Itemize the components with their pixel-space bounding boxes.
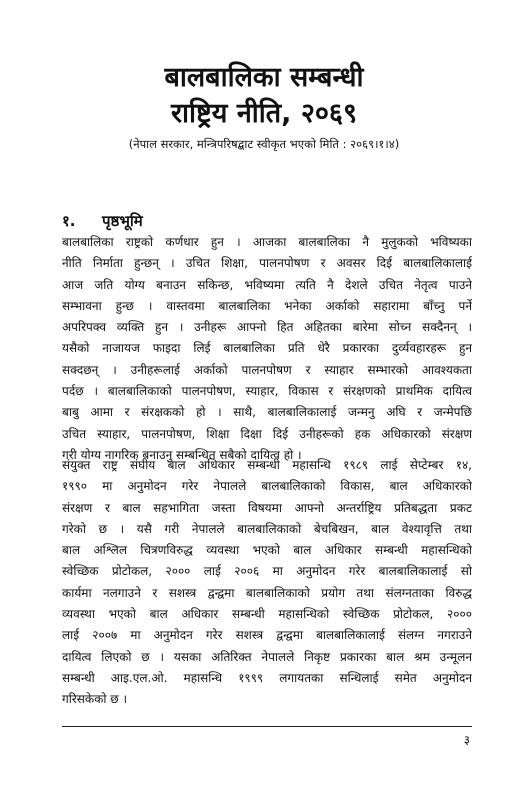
paragraph-line: उचित स्याहार, पालनपोषण, शिक्षा दिक्षा दिई उनीहरूको हक अधिकारको संरक्षण [62, 426, 472, 441]
paragraph-line: संयुक्त राष्ट्र संघीय बाल अधिकार सम्बन्धी महासन्धि १९८९ लाई सेप्टेम्बर १४, [62, 458, 472, 472]
paragraph-line: सम्बन्धी आइ.एल.ओ. महासन्धि १९९९ लगायतका सन्धिलाई समेत अनुमोदन [62, 670, 472, 685]
paragraph-line: लाई २००७ मा अनुमोदन गरेर सशस्त्र द्वन्द्वमा बालबालिकालाई संलग्न नगराउने [62, 628, 472, 643]
paragraph-line: व्यवस्था भएको बाल अधिकार सम्बन्धी महासन्धिको स्वेच्छिक प्रोटोकल, २००० [62, 607, 472, 622]
paragraph-line: १९९० मा अनुमोदन गरेर नेपालले बालबालिकाको विकास, बाल अधिकारको [62, 479, 472, 494]
document-title-line-1: बालबालिका सम्बन्धी [164, 62, 364, 93]
paragraph-line: नीति निर्माता हुन्छन् । उचित शिक्षा, पालनपोषण र अवसर दिई बालबालिकालाई [62, 256, 472, 271]
paragraph-1 [62, 232, 472, 466]
page-number: ३ [463, 733, 470, 747]
paragraph-line: स्वेच्छिक प्रोटोकल, २००० लाई २००६ मा अनुमोदन गरेर बालबालिकालाई सो [62, 564, 472, 579]
document-subtitle: (नेपाल सरकार, मन्त्रिपरिषद्बाट स्वीकृत भएको मिति : २०६९।१।४) [128, 137, 400, 151]
paragraph-line: बाबु आमा र संरक्षकको हो । साथै, बालबालिकालाई जन्मनु अघि र जन्मेपछि [62, 405, 472, 420]
paragraph-line: संरक्षण र बाल सहभागिता जस्ता विषयमा आफ्नो अन्तर्राष्ट्रिय प्रतिबद्धता प्रकट [62, 500, 472, 515]
footer-divider [62, 726, 472, 727]
paragraph-2 [62, 455, 472, 711]
paragraph-line: अपरिपक्व व्यक्ति हुन । उनीहरू आफ्नो हित अहितका बारेमा सोच्न सक्दैनन् । [62, 320, 472, 335]
paragraph-line: गरिसकेको छ । [62, 692, 128, 707]
paragraph-line: आज जति योग्य बनाउन सकिन्छ, भविष्यमा त्यति नै देशले उचित नेतृत्व पाउने [62, 277, 472, 292]
paragraph-line: सक्दछन् । उनीहरूलाई अर्काको पालनपोषण र स्याहार सम्भारको आवश्यकता [62, 362, 472, 377]
paragraph-line: यसैको नाजायज फाइदा लिई बालबालिका प्रति धेरै प्रकारका दुर्व्यवहारहरू हुन [62, 341, 472, 356]
section-title: पृष्ठभूमि [102, 212, 143, 230]
paragraph-line: दायित्व लिएको छ । यसका अतिरिक्त नेपालले निकृष्ट प्रकारका बाल श्रम उन्मूलन [62, 649, 472, 664]
paragraph-line: बाल अश्लिल चित्रणविरुद्ध व्यवस्था भएको बाल अधिकार सम्बन्धी महासन्धिको [62, 543, 472, 558]
paragraph-line: गरी योग्य नागरिक बनाउनु सम्बन्धित सबैको दायित्व हो । [62, 447, 302, 462]
section-number: १. [62, 212, 76, 230]
paragraph-line: सम्भावना हुन्छ । वास्तवमा बालबालिका भनेका अर्काको सहारामा बाँच्नु पर्ने [62, 298, 472, 313]
paragraph-line: बालबालिका राष्ट्रको कर्णधार हुन । आजका बालबालिका नै मुलुकको भविष्यका [62, 235, 472, 249]
section-heading [62, 210, 143, 232]
paragraph-line: पर्दछ । बालबालिकाको पालनपोषण, स्याहार, विकास र संरक्षणको प्राथमिक दायित्व [62, 384, 472, 399]
paragraph-line: कार्यमा नलगाउने र सशस्त्र द्वन्द्वमा बालबालिकाको प्रयोग तथा संलग्नताका विरुद्ध [62, 585, 472, 600]
paragraph-line: गरेको छ । यसै गरी नेपालले बालबालिकाको बेचबिखन, बाल वेश्यावृत्ति तथा [62, 521, 472, 536]
document-title-line-2: राष्ट्रिय नीति, २०६९ [170, 98, 358, 129]
